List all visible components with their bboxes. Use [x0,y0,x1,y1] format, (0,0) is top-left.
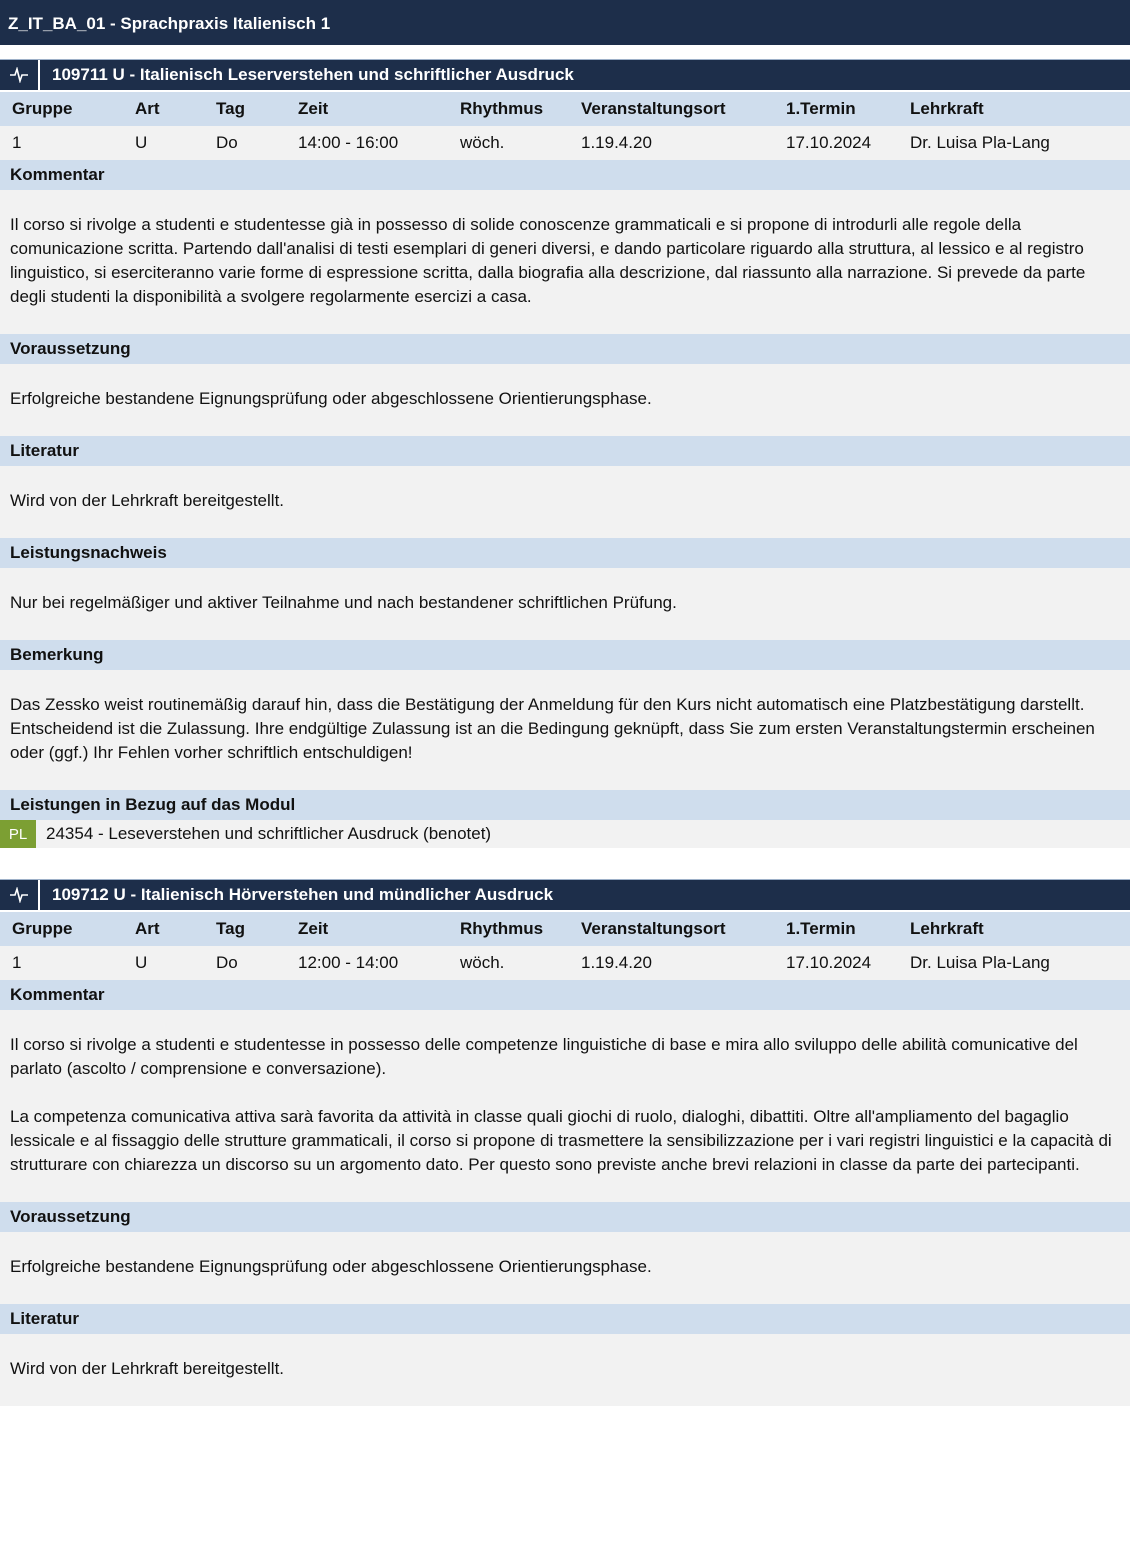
table-header-row [0,912,1130,946]
leistung-text: 24354 - Leseverstehen und schriftlicher Ausdruck (benotet) [46,824,492,843]
col-header-gruppe: Gruppe [12,919,73,938]
section-title-kommentar: Kommentar [0,980,1130,1010]
section-body-bemerkung [0,670,1130,790]
col-header-termin: 1.Termin [786,919,856,938]
col-header-termin: 1.Termin [786,99,856,118]
section-body-voraussetzung [0,364,1130,436]
cell-termin: 17.10.2024 [786,953,872,972]
cell-art: U [135,953,148,972]
table-header-row [0,92,1130,126]
cell-zeit: 14:00 - 16:00 [298,133,399,152]
section-title-literatur: Literatur [0,436,1130,466]
cell-tag: Do [216,133,238,152]
section-title-literatur: Literatur [0,1304,1130,1334]
leistung-item [0,820,1130,848]
section-title-bemerkung: Bemerkung [0,640,1130,670]
course-block [0,59,1130,848]
pulse-icon [0,60,40,90]
section-title-voraussetzung: Voraussetzung [0,334,1130,364]
table-row [0,946,1130,980]
col-header-ort: Veranstaltungsort [581,99,726,118]
section-body-literatur [0,1334,1130,1406]
cell-termin: 17.10.2024 [786,133,872,152]
col-header-ort: Veranstaltungsort [581,919,726,938]
course-header[interactable] [0,879,1130,910]
course-block [0,879,1130,1406]
course-title[interactable]: 109711 U - Italienisch Leserverstehen und schriftlicher Ausdruck [52,65,574,84]
section-title-leistungsnachweis: Leistungsnachweis [0,538,1130,568]
module-title: Z_IT_BA_01 - Sprachpraxis Italienisch 1 [0,0,1130,45]
col-header-art: Art [135,99,160,118]
cell-rhythmus: wöch. [460,953,505,972]
paragraph: Il corso si rivolge a studenti e studentesse già in possesso di solide conoscenze grammaticali e si propone di introdurli alle regole della comunicazione scritta. Partendo dall'analisi di testi esemplari di generi diversi, e dando particolare riguardo alla struttura, al lessico e al registro linguistico, si eserciteranno varie forme di espressione scritta, dalla biografia alla descrizione, dal riassunto alla narrazione. Si prevede da parte degli studenti la disponibilità a svolgere regolarmente esercizi a casa. [10,215,1086,306]
table-row [0,126,1130,160]
paragraph: Wird von der Lehrkraft bereitgestellt. [10,1359,285,1378]
section-body-voraussetzung [0,1232,1130,1304]
cell-ort: 1.19.4.20 [581,133,652,152]
col-header-gruppe: Gruppe [12,99,73,118]
paragraph: Das Zessko weist routinemäßig darauf hin, dass die Bestätigung der Anmeldung für den Kurs nicht automatisch eine Platzbestätigung darstellt. Entscheidend ist die Zulassung. Ihre endgültige Zulassung ist an die Bedingung geknüpft, dass Sie zum ersten Veranstaltungstermin erscheinen oder (ggf.) Ihr Fehlen vorher schriftlich entschuldigen! [10,695,1095,762]
cell-art: U [135,133,148,152]
cell-tag: Do [216,953,238,972]
section-title-leistungen: Leistungen in Bezug auf das Modul [0,790,1130,820]
section-body-literatur [0,466,1130,538]
cell-zeit: 12:00 - 14:00 [298,953,399,972]
section-body-kommentar [0,1010,1130,1202]
col-header-rhythmus: Rhythmus [460,99,544,118]
cell-ort: 1.19.4.20 [581,953,652,972]
section-title-kommentar: Kommentar [0,160,1130,190]
pulse-icon [0,880,40,910]
section-body-kommentar [0,190,1130,334]
col-header-tag: Tag [216,99,245,118]
course-title[interactable]: 109712 U - Italienisch Hörverstehen und mündlicher Ausdruck [52,885,554,904]
cell-lehrkraft: Dr. Luisa Pla-Lang [910,133,1050,152]
cell-rhythmus: wöch. [460,133,505,152]
pl-badge: PL [0,820,36,848]
course-header[interactable] [0,59,1130,90]
paragraph: Nur bei regelmäßiger und aktiver Teilnahme und nach bestandener schriftlichen Prüfung. [10,593,677,612]
col-header-art: Art [135,919,160,938]
cell-lehrkraft: Dr. Luisa Pla-Lang [910,953,1050,972]
cell-gruppe: 1 [12,133,22,152]
paragraph: Wird von der Lehrkraft bereitgestellt. [10,491,285,510]
cell-gruppe: 1 [12,953,22,972]
col-header-zeit: Zeit [298,99,329,118]
paragraph: Il corso si rivolge a studenti e studentesse in possesso delle competenze linguistiche di base e mira allo sviluppo delle abilità comunicative del parlato (ascolto / comprensione e conversazione). [10,1035,1078,1078]
col-header-rhythmus: Rhythmus [460,919,544,938]
col-header-tag: Tag [216,919,245,938]
section-body-leistungsnachweis [0,568,1130,640]
col-header-lehrkraft: Lehrkraft [910,919,984,938]
paragraph: Erfolgreiche bestandene Eignungsprüfung oder abgeschlossene Orientierungsphase. [10,389,652,408]
section-title-voraussetzung: Voraussetzung [0,1202,1130,1232]
paragraph: La competenza comunicativa attiva sarà favorita da attività in classe quali giochi di ruolo, dialoghi, dibattiti. Oltre all'ampliamento del bagaglio lessicale e al fissaggio delle strutture grammaticali, il corso si propone di trasmettere la sensibilizzazione per i vari registri linguistici e la capacità di strutturare con chiarezza un discorso su un argomento dato. Per questo sono previste anche brevi relazioni in classe da parte dei partecipanti. [10,1107,1112,1174]
paragraph: Erfolgreiche bestandene Eignungsprüfung oder abgeschlossene Orientierungsphase. [10,1257,652,1276]
col-header-lehrkraft: Lehrkraft [910,99,984,118]
col-header-zeit: Zeit [298,919,329,938]
